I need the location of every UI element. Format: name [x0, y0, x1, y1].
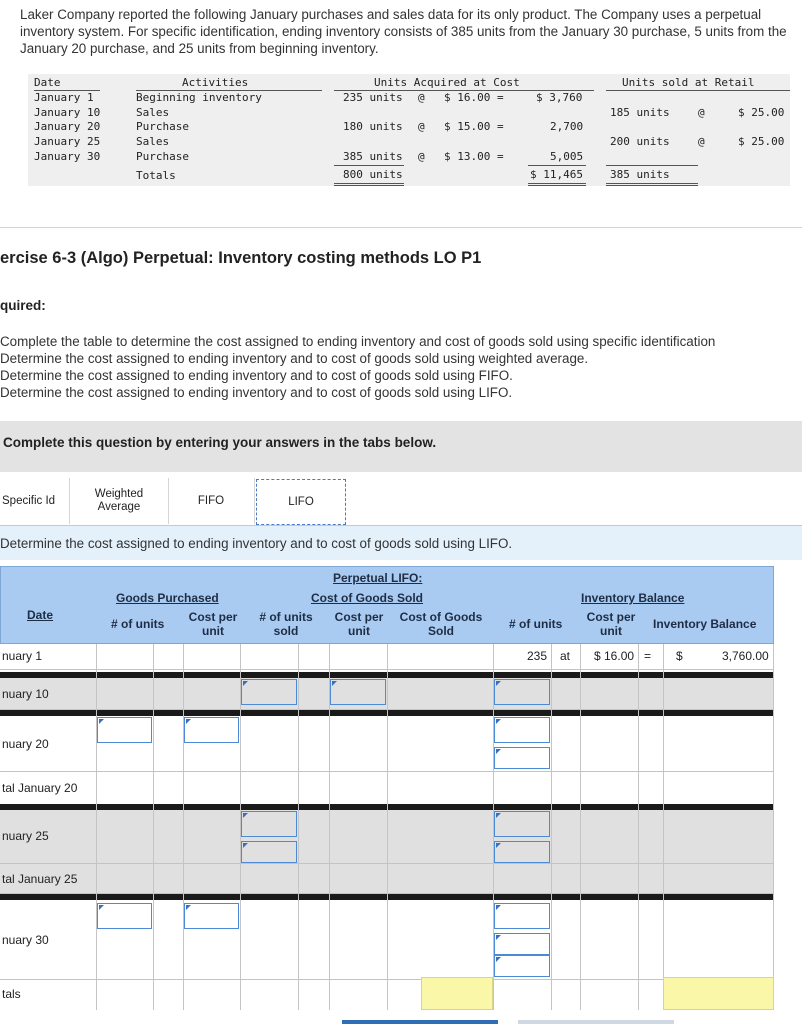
- tab-specific-id[interactable]: Specific Id: [0, 478, 70, 524]
- instructions-band: Complete this question by entering your answers in the tabs below.: [0, 421, 802, 472]
- row-activity: Beginning inventory: [136, 91, 262, 104]
- jan20-purchased-cost-input[interactable]: [184, 717, 239, 743]
- row-label-total-jan25: tal January 25: [2, 872, 78, 886]
- jan25-units-sold-input-2[interactable]: [241, 841, 297, 863]
- requirements-list: [0, 333, 802, 401]
- col-cogs: Cost of Goods Sold: [399, 610, 483, 638]
- row-cost: $ 13.00 =: [444, 150, 504, 163]
- grid-header: [0, 566, 774, 644]
- row-date: January 30: [34, 150, 101, 163]
- group-balance: Inventory Balance: [581, 591, 685, 605]
- row-price: $ 25.00: [738, 106, 785, 119]
- row-price: $ 25.00: [738, 135, 785, 148]
- col-acquired-header: Units Acquired at Cost: [374, 76, 520, 89]
- row-units: 235 units: [343, 91, 403, 104]
- row-sold-units: 185 units: [610, 106, 670, 119]
- problem-intro: Laker Company reported the following January purchases and sales data for its only product. The Company uses a perpetual inventory system. For specific identification, ending inventory consists of 385 units from the January 30 purchase, 5 units from the January 20 purchase, and 25 units from beginning inventory.: [20, 7, 787, 56]
- row-total: 2,700: [550, 120, 584, 133]
- requirement-4: Determine the cost assigned to ending inventory and to cost of goods sold using LIFO.: [0, 385, 513, 400]
- row-date: January 25: [34, 135, 101, 148]
- required-heading: quired:: [0, 298, 46, 313]
- next-button[interactable]: [518, 1020, 674, 1024]
- row-activity: Purchase: [136, 150, 189, 163]
- col-purchased-units: # of units: [111, 617, 165, 631]
- jan1-balance-units: 235: [527, 649, 548, 663]
- row-cost: $ 16.00 =: [444, 91, 504, 104]
- section-divider: [0, 227, 802, 228]
- row-total: $ 3,760: [536, 91, 583, 104]
- row-cost: $ 15.00 =: [444, 120, 504, 133]
- requirement-1: Complete the table to determine the cost assigned to ending inventory and cost of goods sold using specific identification: [0, 334, 716, 349]
- jan25-balance-units-input-1[interactable]: [494, 811, 550, 837]
- col-units-sold: # of units sold: [259, 610, 313, 638]
- row-total: 5,005: [550, 150, 584, 163]
- prev-button[interactable]: [342, 1020, 498, 1024]
- totals-sold-units: 385 units: [610, 168, 670, 181]
- jan30-purchased-cost-input[interactable]: [184, 903, 239, 929]
- row-label-jan30: nuary 30: [2, 933, 49, 947]
- row-label-jan10: nuary 10: [2, 687, 49, 701]
- jan20-balance-units-input-2[interactable]: [494, 747, 550, 769]
- totals-label: Totals: [136, 169, 176, 182]
- tab-bar: [0, 478, 802, 526]
- row-label-jan1: nuary 1: [2, 649, 43, 663]
- purchases-sales-table: Date Activities Units Acquired at Cost Units sold at Retail January 1 Beginning inventory 235 units @ $ 16.00 = $ 3,760 January 10 Sales 185 units @ $ 25.00 January 20 Purchase 180 units @ $ 15.00 = 2,700 January 25 Sales 200 units @ $ 25.00 January 30 Purchase 385 units @ $ 13.00 = 5,005 Totals 800 units $ 11,465 385 units: [28, 74, 790, 186]
- row-units: 180 units: [343, 120, 403, 133]
- totals-units: 800 units: [343, 168, 403, 181]
- tab-instruction: Determine the cost assigned to ending inventory and to cost of goods sold using LIFO.: [0, 526, 802, 560]
- row-date: January 10: [34, 106, 101, 119]
- col-purchased-cost: Cost per unit: [188, 610, 238, 638]
- jan25-units-sold-input-1[interactable]: [241, 811, 297, 837]
- col-activities-header: Activities: [182, 76, 249, 89]
- total-cogs-cell[interactable]: [421, 977, 493, 1010]
- group-cogs: Cost of Goods Sold: [311, 591, 423, 605]
- jan30-balance-units-input-1[interactable]: [494, 903, 550, 929]
- col-sold-header: Units sold at Retail: [622, 76, 755, 89]
- jan30-balance-units-input-3[interactable]: [494, 955, 550, 977]
- lifo-grid: Perpetual LIFO: Goods Purchased Cost of Goods Sold Inventory Balance Date # of units Cost per unit # of units sold Cost per unit Cost of Goods Sold # of units Cost per unit Inventory Balance nuary 1 nuary 10 nuary 20 tal January 20 nuary 25 tal January 25 nuary 30 tals 235 at $ 16.00 = $ 3,760.00: [0, 566, 774, 1010]
- col-inventory-balance: Inventory Balance: [653, 617, 757, 631]
- jan30-purchased-units-input[interactable]: [97, 903, 152, 929]
- row-date: January 20: [34, 120, 101, 133]
- row-date: January 1: [34, 91, 94, 104]
- jan10-balance-units-input[interactable]: [494, 679, 550, 705]
- grid-title: Perpetual LIFO:: [333, 571, 423, 585]
- row-label-totals: tals: [2, 987, 21, 1001]
- totals-cost: $ 11,465: [530, 168, 583, 181]
- jan20-purchased-units-input[interactable]: [97, 717, 152, 743]
- total-inventory-balance-cell[interactable]: [663, 977, 774, 1010]
- col-balance-units: # of units: [509, 617, 563, 631]
- jan1-inventory-balance: 3,760.00: [722, 649, 769, 663]
- col-balance-cost: Cost per unit: [586, 610, 636, 638]
- row-units: 385 units: [343, 150, 403, 163]
- row-label-total-jan20: tal January 20: [2, 781, 78, 795]
- row-sold-units: 200 units: [610, 135, 670, 148]
- row-label-jan25: nuary 25: [2, 829, 49, 843]
- row-label-jan20: nuary 20: [2, 737, 49, 751]
- jan1-balance-cost: $ 16.00: [594, 649, 635, 663]
- tab-fifo[interactable]: FIFO: [168, 478, 255, 524]
- row-activity: Sales: [136, 106, 170, 119]
- jan10-sold-cost-input[interactable]: [330, 679, 386, 705]
- row-activity: Purchase: [136, 120, 189, 133]
- tab-lifo[interactable]: LIFO: [256, 479, 346, 525]
- col-date: Date: [27, 608, 54, 622]
- requirement-2: Determine the cost assigned to ending inventory and to cost of goods sold using weighted average.: [0, 351, 589, 366]
- group-purchased: Goods Purchased: [116, 591, 219, 605]
- exercise-title: ercise 6-3 (Algo) Perpetual: Inventory costing methods LO P1: [0, 249, 482, 267]
- requirement-3: Determine the cost assigned to ending inventory and to cost of goods sold using FIFO.: [0, 368, 513, 383]
- row-activity: Sales: [136, 135, 170, 148]
- tab-weighted-average[interactable]: Weighted Average: [70, 478, 169, 524]
- col-sold-cost: Cost per unit: [334, 610, 384, 638]
- jan20-balance-units-input-1[interactable]: [494, 717, 550, 743]
- jan25-balance-units-input-2[interactable]: [494, 841, 550, 863]
- jan30-balance-units-input-2[interactable]: [494, 933, 550, 955]
- jan10-units-sold-input[interactable]: [241, 679, 297, 705]
- col-date-header: Date: [34, 76, 61, 89]
